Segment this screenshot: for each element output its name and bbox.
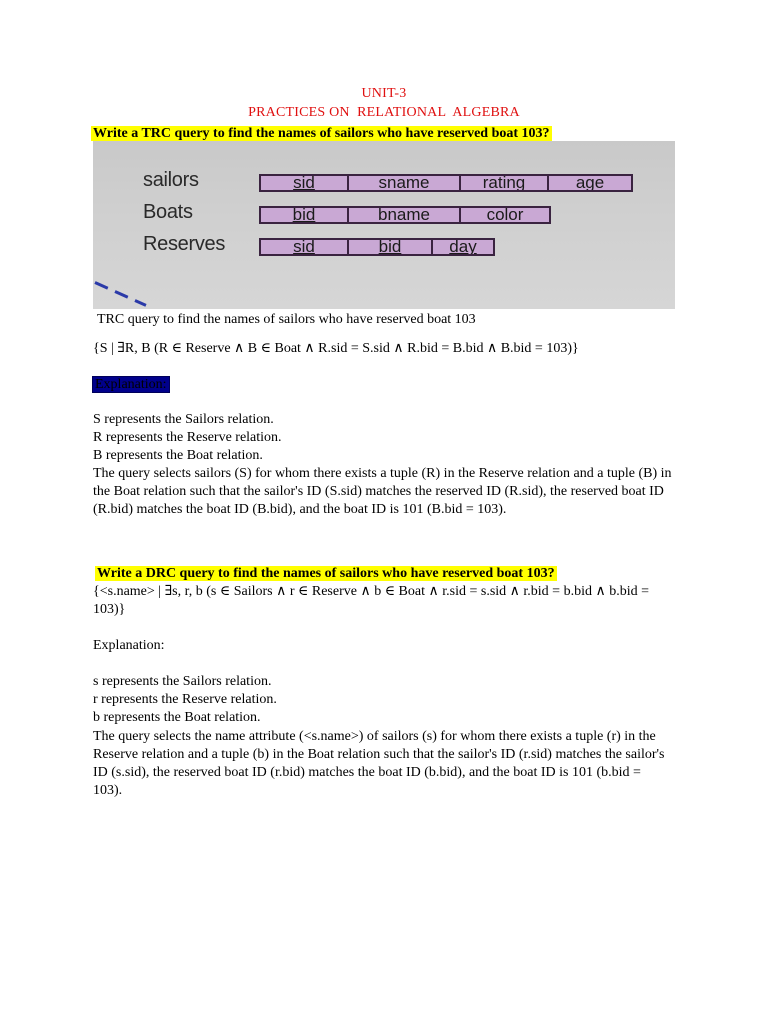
drc-explanation-label: Explanation: (93, 638, 165, 653)
relation-name-reserves: Reserves (143, 233, 226, 255)
trc-query: {S | ∃R, B (R ∈ Reserve ∧ B ∈ Boat ∧ R.sid = S.sid ∧ R.bid = B.bid ∧ B.bid = 103)} (93, 341, 579, 356)
relation-name-sailors: sailors (143, 169, 199, 191)
attr-sailors-sid: sid (259, 174, 347, 192)
schema-image (93, 141, 675, 309)
drc-question-text: Write a DRC query to find the names of sailors who have reserved boat 103? (97, 566, 555, 581)
attr-boats-bname: bname (347, 206, 459, 224)
trc-line-r: R represents the Reserve relation. (93, 430, 282, 445)
page-subtitle: PRACTICES ON RELATIONAL ALGEBRA (248, 105, 520, 120)
attr-sailors-rating: rating (459, 174, 547, 192)
photo-dash-2 (114, 290, 128, 298)
trc-caption: TRC query to find the names of sailors who have reserved boat 103 (97, 312, 476, 327)
trc-explanation-label: Explanation: (92, 376, 170, 393)
drc-line-s: s represents the Sailors relation. (93, 674, 272, 689)
attr-boats-bid: bid (259, 206, 347, 224)
attr-boats-color: color (459, 206, 551, 224)
attr-sailors-age: age (547, 174, 633, 192)
photo-dash-1 (94, 281, 108, 289)
trc-line-b: B represents the Boat relation. (93, 448, 263, 463)
sailors-attributes (259, 174, 633, 192)
drc-line-r: r represents the Reserve relation. (93, 692, 277, 707)
trc-question (91, 124, 552, 142)
trc-explanation-heading (92, 375, 170, 393)
attr-reserves-bid: bid (347, 238, 431, 256)
drc-question (95, 564, 557, 582)
trc-line-s: S represents the Sailors relation. (93, 412, 274, 427)
attr-sailors-sname: sname (347, 174, 459, 192)
attr-reserves-day: day (431, 238, 495, 256)
trc-question-text: Write a TRC query to find the names of sailors who have reserved boat 103? (93, 126, 550, 141)
attr-reserves-sid: sid (259, 238, 347, 256)
reserves-attributes (259, 238, 495, 256)
relation-name-boats: Boats (143, 201, 193, 223)
photo-dash-3 (134, 299, 146, 307)
unit-title: UNIT-3 (361, 86, 407, 101)
drc-line-b: b represents the Boat relation. (93, 710, 261, 725)
trc-explanation-paragraph: The query selects sailors (S) for whom there exists a tuple (R) in the Reserve relation and a tuple (B) in the Boat relation such that the sailor's ID (S.sid) matches the reserved ID (R.sid), the reserved boat ID (R.bid) matches the boat ID (B.bid), and the boat ID is 101 (B.bid = 103). (93, 466, 672, 517)
drc-explanation-paragraph: The query selects the name attribute (<s.name>) of sailors (s) for whom there exists a tuple (r) in the Reserve relation and a tuple (b) in the Boat relation such that the sailor's ID (r.sid) matches the sailor's ID (s.sid), the reserved boat ID (r.bid) matches the boat ID (b.bid), and the boat ID is 101 (b.bid = 103). (93, 729, 665, 798)
drc-query: {<s.name> | ∃s, r, b (s ∈ Sailors ∧ r ∈ Reserve ∧ b ∈ Boat ∧ r.sid = s.sid ∧ r.bid = b.bid ∧ b.bid = 103)} (93, 584, 650, 617)
boats-attributes (259, 206, 551, 224)
